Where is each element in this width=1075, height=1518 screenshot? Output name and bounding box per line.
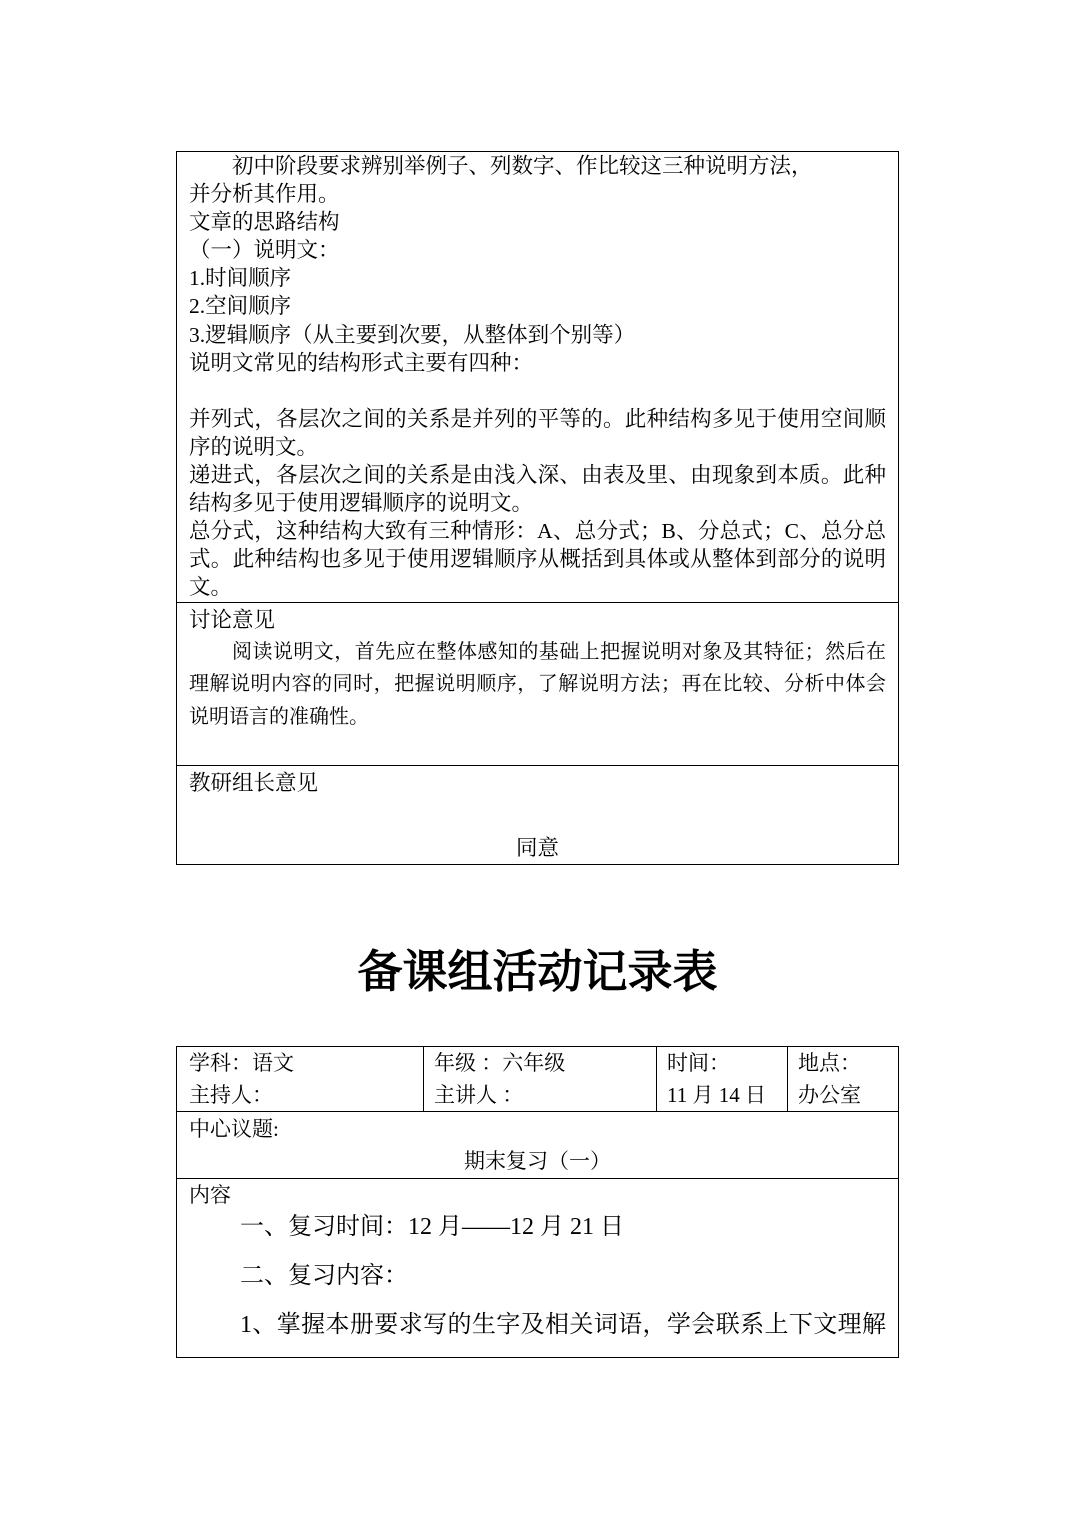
form-line: 并列式，各层次之间的关系是并列的平等的。此种结构多见于使用空间顺: [189, 406, 886, 431]
activity-record-table: [176, 1046, 899, 1358]
content-row: [177, 1178, 898, 1357]
grade-field: [434, 1047, 656, 1079]
discussion-line: 阅读说明文，首先应在整体感知的基础上把握说明对象及其特征；然后在: [232, 641, 886, 663]
content-body: [189, 1203, 886, 1350]
time-value: 11 月 14 日: [667, 1083, 766, 1107]
parallel-form-description: [189, 405, 886, 461]
subject-host-cell: [177, 1047, 423, 1111]
content-line: 一、复习时间：12 月——12 月 21 日: [240, 1213, 624, 1240]
leader-opinion-cell: [177, 765, 898, 864]
method-note-line: 初中阶段要求辨别举例子、列数字、作比较这三种说明方法，: [232, 154, 813, 178]
info-row: [177, 1047, 898, 1111]
order-item: 2.空间顺序: [189, 294, 292, 319]
discussion-line: 说明语言的准确性。: [189, 705, 369, 728]
subject-value: 语文: [252, 1051, 294, 1075]
discussion-cell: [177, 602, 898, 765]
progressive-form-description: [189, 461, 886, 517]
speaker-label: 主讲人 ：: [434, 1083, 524, 1107]
content-label: 内容: [189, 1183, 231, 1207]
expository-heading: （一）说明文：: [189, 238, 340, 263]
subject-field: [189, 1047, 423, 1079]
time-cell: [656, 1047, 787, 1111]
place-cell: [787, 1047, 898, 1111]
order-item: 3.逻辑顺序（从主要到次要，从整体到个别等）: [189, 322, 636, 347]
form-line: 结构多见于使用逻辑顺序的说明文。: [189, 491, 534, 516]
forms-intro: 说明文常见的结构形式主要有四种：: [189, 350, 534, 375]
discussion-line: 理解说明内容的同时，把握说明顺序，了解说明方法；再在比较、分析中体会: [189, 673, 886, 696]
grade-value: 六年级: [502, 1051, 566, 1075]
subject-label: 学科：: [189, 1051, 252, 1075]
place-label: 地点：: [798, 1051, 861, 1075]
order-item: 1.时间顺序: [189, 266, 292, 291]
leader-opinion-label: 教研组长意见: [189, 771, 319, 795]
discussion-text: [189, 636, 886, 733]
leader-opinion-value: 同意: [515, 836, 559, 860]
form-line: 序的说明文。: [189, 434, 319, 459]
total-part-form-description: [189, 517, 886, 601]
lesson-notes-table: [176, 151, 899, 865]
topic-row: [177, 1111, 898, 1178]
form-line: 式。此种结构也多见于使用逻辑顺序从概括到具体或从整体到部分的说明: [189, 547, 886, 572]
form-line: 总分式，这种结构大致有三种情形：A、总分式；B、分总式；C、总分总: [189, 519, 886, 544]
discussion-label: 讨论意见: [189, 608, 276, 632]
form-line: 递进式，各层次之间的关系是由浅入深、由表及里、由现象到本质。此种: [189, 463, 886, 488]
place-value: 办公室: [798, 1083, 861, 1107]
structure-notes-cell: [177, 152, 898, 602]
method-note-line: 并分析其作用。: [189, 182, 340, 207]
time-label: 时间：: [667, 1051, 730, 1075]
form-line: 文。: [189, 575, 233, 600]
page-title: 备课组活动记录表: [357, 947, 718, 997]
topic-value: 期末复习（一）: [464, 1149, 611, 1173]
content-line: 1、掌握本册要求写的生字及相关词语，学会联系上下文理解: [240, 1311, 886, 1338]
grade-label: 年级 ：: [434, 1051, 503, 1075]
structure-heading: 文章的思路结构: [189, 210, 340, 235]
topic-label: 中心议题:: [189, 1117, 279, 1141]
host-label: 主持人：: [189, 1083, 273, 1107]
grade-speaker-cell: [423, 1047, 656, 1111]
content-line: 二、复习内容：: [240, 1262, 408, 1289]
